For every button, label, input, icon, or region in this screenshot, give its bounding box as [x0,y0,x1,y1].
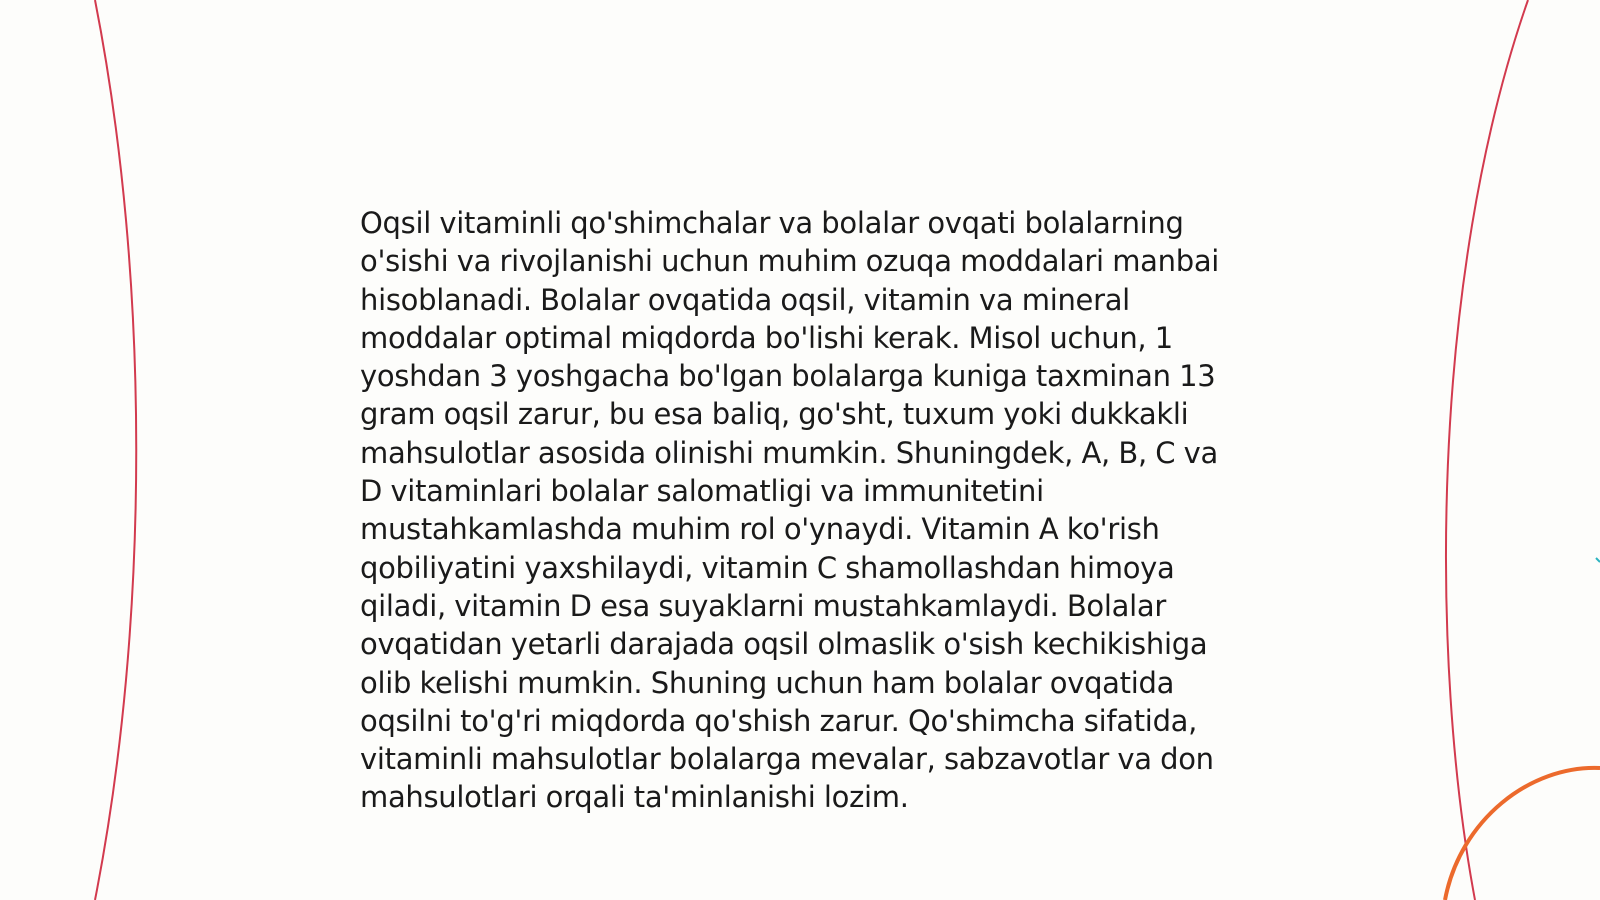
teal-accent-mark [1596,558,1600,562]
orange-arc [1445,768,1600,900]
left-curve-line [95,0,136,900]
right-curve-line [1446,0,1528,900]
slide-body-paragraph: Oqsil vitaminli qo'shimchalar va bolalar ovqati bolalarning o'sishi va rivojlanishi uchun muhim ozuqa moddalari manbai hisoblanadi. Bolalar ovqatida oqsil, vitamin va mineral moddalar optimal miqdorda bo'lishi kerak. Misol uchun, 1 yoshdan 3 yoshgacha bo'lgan bolalarga kuniga taxminan 13 gram oqsil zarur, bu esa baliq, go'sht, tuxum yoki dukkakli mahsulotlar asosida olinishi mumkin. Shuningdek, A, B, C va D vitaminlari bolalar salomatligi va immunitetini mustahkamlashda muhim rol o'ynaydi. Vitamin A ko'rish qobiliyatini yaxshilaydi, vitamin C shamollashdan himoya qiladi, vitamin D esa suyaklarni mustahkamlaydi. Bolalar ovqatidan yetarli darajada oqsil olmaslik o'sish kechikishiga olib kelishi mumkin. Shuning uchun ham bolalar ovqatida oqsilni to'g'ri miqdorda qo'shish zarur. Qo'shimcha sifatida, vitaminli mahsulotlar bolalarga mevalar, sabzavotlar va don mahsulotlari orqali ta'minlanishi lozim. [360,206,1220,815]
